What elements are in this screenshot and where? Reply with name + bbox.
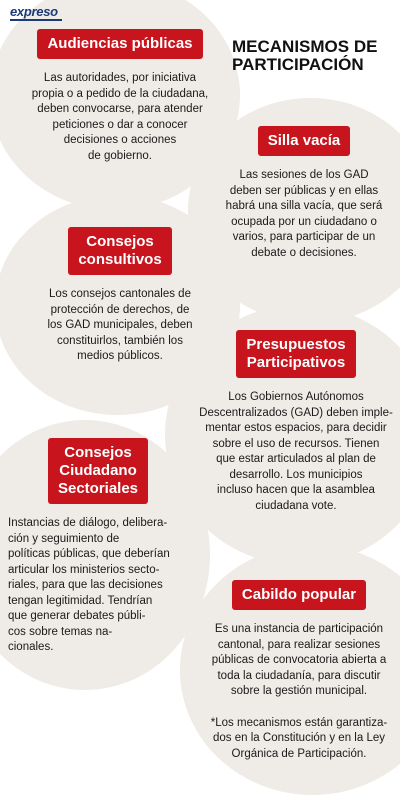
text-line: cantonal, para realizar sesiones	[217, 638, 381, 651]
text-consejos-sectoriales	[8, 516, 188, 656]
footnote-line: dos en la Constitución y en la Ley	[213, 732, 385, 744]
section-silla-vacia	[208, 126, 400, 261]
footnote	[198, 716, 400, 763]
text-line: Es una instancia de participación	[214, 623, 384, 635]
label-consejos-sectoriales	[48, 438, 148, 504]
text-line: cionales.	[8, 641, 54, 653]
text-presupuestos-participativos	[192, 390, 400, 514]
section-presupuestos-participativos	[192, 330, 400, 514]
text-line: habrá una silla vacía, que será	[225, 200, 383, 212]
title-line-2: PARTICIPACIÓN	[232, 55, 364, 74]
text-line: deben convocarse, para atender	[37, 103, 203, 115]
text-line: articular los ministerios secto-	[8, 563, 160, 576]
text-line: que estar articulados al plan de	[216, 453, 376, 465]
text-line: desarrollo. Los municipios	[229, 468, 363, 481]
text-line: ocupada por un ciudadano o	[231, 215, 377, 228]
text-line: públicas de convocatoria abierta a	[211, 654, 387, 666]
text-line: decisiones o acciones	[63, 134, 177, 146]
text-line: varios, para participar de un	[232, 231, 376, 243]
text-line: propia o a pedido de la ciudadana,	[31, 87, 209, 100]
text-line: políticas públicas, que deberían	[8, 548, 170, 560]
label-line: Ciudadano	[59, 462, 137, 479]
text-line: ción y seguimiento de	[8, 532, 120, 545]
label-silla-vacia	[258, 126, 351, 156]
text-line: incluso hacen que la asamblea	[217, 484, 375, 496]
brand-underline	[10, 19, 62, 21]
label-audiencias-publicas	[37, 29, 202, 59]
label-line: Participativos	[246, 354, 346, 371]
text-line: Las autoridades, por iniciativa	[43, 72, 197, 84]
label-line: Audiencias públicas	[47, 35, 193, 52]
text-line: los GAD municipales, deben	[47, 319, 193, 331]
text-consejos-consultivos	[20, 287, 220, 365]
label-line: Cabildo popular	[241, 586, 357, 603]
text-line: toda la ciudadanía, para discutir	[217, 669, 381, 682]
page-title	[232, 38, 397, 74]
section-audiencias-publicas	[20, 29, 220, 164]
label-line: Consejos	[86, 233, 154, 250]
text-line: medios públicos.	[77, 350, 163, 362]
text-line: cos sobre temas na-	[8, 625, 113, 638]
text-line: sobre el uso de recursos. Tienen	[212, 437, 380, 450]
footnote-line: *Los mecanismos están garantiza-	[210, 716, 388, 729]
text-line: riales, para que las decisiones	[8, 579, 163, 591]
label-line: Silla vacía	[267, 132, 341, 149]
text-line: tengan legitimidad. Tendrían	[8, 594, 153, 607]
text-line: ciudadana vote.	[255, 499, 337, 512]
label-cabildo-popular	[232, 580, 366, 610]
text-line: constituirlos, también los	[57, 334, 183, 347]
section-consejos-consultivos	[20, 227, 220, 365]
label-line: consultivos	[78, 251, 162, 268]
text-line: Las sesiones de los GAD	[239, 169, 369, 181]
text-line: Los Gobiernos Autónomos	[228, 391, 364, 403]
text-line: sobre la gestión municipal.	[230, 685, 368, 697]
text-line: Descentralizados (GAD) deben imple-	[199, 406, 393, 419]
text-line: peticiones o dar a conocer	[52, 118, 188, 131]
section-cabildo-popular	[198, 580, 400, 762]
text-line: protección de derechos, de	[50, 303, 190, 316]
text-line: mentar estos espacios, para decidir	[205, 422, 387, 434]
text-cabildo-popular	[198, 622, 400, 700]
text-line: de gobierno.	[88, 149, 152, 162]
text-line: Los consejos cantonales de	[49, 288, 191, 300]
section-consejos-sectoriales	[8, 438, 188, 656]
label-line: Sectoriales	[57, 480, 139, 497]
label-presupuestos-participativos	[236, 330, 355, 378]
footnote-line: Orgánica de Participación.	[231, 747, 367, 760]
label-consejos-consultivos	[68, 227, 171, 275]
text-audiencias-publicas	[20, 71, 220, 164]
text-silla-vacia	[208, 168, 400, 261]
title-line-1: MECANISMOS DE	[232, 37, 378, 56]
brand-logo: expreso	[10, 4, 58, 19]
text-line: debate o decisiones.	[251, 246, 357, 259]
text-line: deben ser públicas y en ellas	[229, 184, 379, 197]
label-line: Presupuestos	[246, 336, 346, 353]
label-line: Consejos	[64, 444, 132, 461]
text-line: que generar debates públi-	[8, 610, 146, 622]
text-line: Instancias de diálogo, delibera-	[8, 517, 168, 529]
